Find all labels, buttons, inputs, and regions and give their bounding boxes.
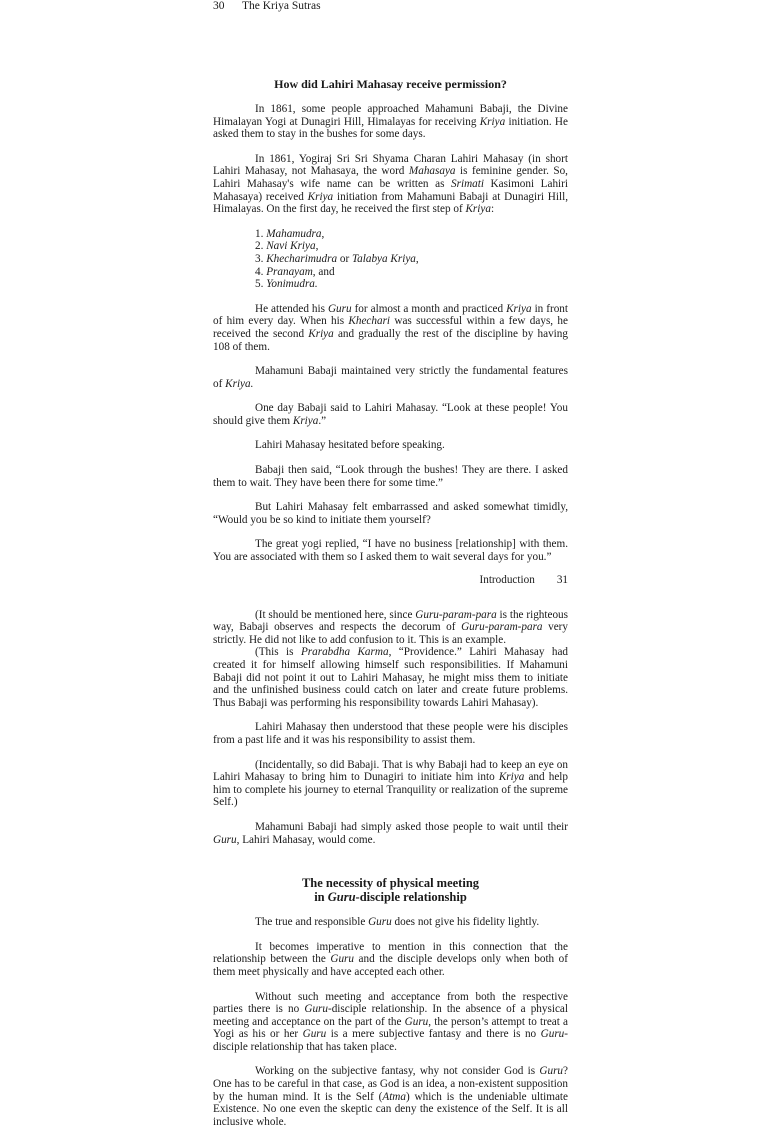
italic-term: Guru: [213, 833, 237, 846]
italic-term: Guru: [539, 1065, 564, 1078]
text-run: In 1861, Yogiraj Sri Sri Shyama Charan Lahiri Mahasay (in short Lahiri Mahasay, not Mahasaya, the word: [213, 152, 568, 178]
paragraph: [213, 991, 568, 1054]
italic-term: Guru: [304, 1003, 328, 1016]
italic-term: Kriya: [292, 414, 319, 427]
text-run: , and: [312, 265, 335, 278]
text-run: , Lahiri Mahasay, would come.: [236, 833, 376, 846]
italic-term: Pranayam: [266, 265, 313, 278]
text-run: Lahiri Mahasay hesitated before speaking.: [255, 439, 445, 452]
text-run: :: [490, 203, 495, 216]
text-run: ,: [321, 227, 325, 240]
italic-term: Guru: [368, 916, 392, 929]
italic-term: Mahasaya: [408, 165, 456, 178]
paragraph: [213, 609, 568, 647]
paragraph: [213, 759, 568, 809]
text-run: Kasimoni Lahiri Mahasaya) received: [213, 177, 568, 203]
text-run: very strictly. He did not like to add confusion to it. This is an example.: [213, 621, 568, 646]
text-run: 3.: [255, 252, 267, 265]
text-run: , “Providence.” Lahiri Mahasay had created it for himself allowing himself such responsibilities. If Mahamuni Babaji did not point it out to Lahiri Mahasay, he might miss them to initiate and the unfinished business could catch on later and create future problems. Thus Babaji was performing his responsibility towards Lahiri Mahasay).: [213, 646, 569, 709]
italic-term: Kriya: [479, 115, 506, 128]
paragraph: [213, 721, 568, 746]
text-run: Lahiri Mahasay then understood that these people were his disciples from a past life and it was his responsibility to assist them.: [213, 721, 568, 746]
section-heading-line1: The necessity of physical meeting: [301, 876, 480, 891]
italic-term: Guru: [327, 302, 352, 315]
italic-term: Srimati: [451, 177, 484, 190]
paragraph: [213, 103, 568, 141]
text-run: initiation. He asked them to stay in the bushes for some days.: [213, 115, 568, 141]
text-run: 2.: [255, 240, 267, 253]
text-run: He attended his: [255, 302, 328, 315]
italic-term: Navi Kriya: [266, 240, 316, 253]
text-run: , the person’s attempt to treat a Yogi as his or her: [213, 1015, 568, 1041]
paragraph: [213, 916, 568, 929]
text-run: (Incidentally, so did Babaji. That is why Babaji had to keep an eye on Lahiri Mahasay to bring him to Dunagiri to initiate him into: [213, 758, 568, 784]
paragraph: [213, 646, 568, 709]
italic-term: Guru: [540, 1028, 565, 1041]
document-page: [213, 0, 568, 1138]
text-run: and help him to complete his journey to eternal Tranquility or realization of the supreme Self.): [213, 771, 568, 809]
italic-term: Prarabdha Karma: [300, 646, 389, 659]
text-run: (This is: [255, 646, 301, 659]
text-run: is the righteous way, Babaji observes and respects the decorum of: [213, 608, 568, 634]
list-item: [255, 266, 568, 279]
italic-term: Yonimudra.: [266, 278, 318, 291]
text-run: or: [337, 252, 352, 265]
section-heading-line2: [213, 890, 568, 904]
paragraph: [213, 464, 568, 489]
section-title: Introduction: [479, 573, 535, 586]
text-run: One day Babaji said to Lahiri Mahasay. “Look at these people! You should give them: [213, 402, 568, 427]
list-item: [255, 278, 568, 291]
text-run: It becomes imperative to mention in this connection that the relationship between the: [213, 940, 568, 966]
text-run: .”: [318, 414, 327, 427]
text-run: is feminine gender. So, Lahiri Mahasay's wife name can be written as: [213, 165, 568, 190]
running-footer: [213, 574, 568, 587]
text-run: does not give his fidelity lightly.: [391, 916, 540, 929]
text-run: ,: [415, 252, 419, 265]
italic-term: Guru: [404, 1015, 429, 1028]
text-run: The great yogi replied, “I have no business [relationship] with them. You are associated with them so I asked them to wait several days for you.”: [213, 538, 568, 564]
italic-term: Guru: [327, 890, 356, 905]
paragraph: [213, 941, 568, 979]
text-run: for almost a month and practiced: [351, 302, 507, 315]
page-number: 30: [213, 0, 225, 12]
text-run: in: [314, 890, 328, 905]
italic-term: Kriya.: [225, 377, 254, 390]
italic-term: Talabya Kriya: [351, 252, 416, 265]
list-item: [255, 240, 568, 253]
list-item: [255, 228, 568, 241]
italic-term: Khecharimudra: [266, 252, 338, 265]
paragraph: [213, 439, 568, 452]
text-run: 1.: [255, 227, 267, 240]
text-run: -disciple relationship. In the absence of a physical meeting and acceptance on the part of the: [213, 1003, 568, 1028]
text-run: Mahamuni Babaji maintained very strictly the fundamental features of: [213, 365, 568, 390]
text-run: ) which is the undeniable ultimate Existence. No one even the skeptic can deny the existence of the Self. It is all inclusive whole.: [213, 1090, 569, 1128]
text-run: and the disciple develops only when both of them meet physically and have accepted each other.: [213, 953, 569, 978]
text-run: 5.: [255, 278, 267, 291]
text-run: The true and responsible: [255, 916, 369, 929]
italic-term: Mahamudra: [266, 227, 322, 240]
text-run: was successful within a few days, he received the second: [213, 315, 568, 340]
italic-term: Guru: [302, 1028, 327, 1041]
italic-term: Khechari: [348, 315, 391, 328]
section-heading: How did Lahiri Mahasay receive permission?: [274, 77, 507, 91]
text-run: -disciple relationship that has taken place.: [213, 1028, 568, 1053]
text-run: and gradually the rest of the discipline by having 108 of them.: [213, 327, 568, 353]
text-run: 4.: [255, 265, 267, 278]
text-run: Babaji then said, “Look through the bushes! They are there. I asked them to wait. They have been there for some time.”: [213, 464, 568, 489]
text-run: But Lahiri Mahasay felt embarrassed and asked somewhat timidly, “Would you be so kind to initiate them yourself?: [213, 501, 568, 526]
italic-term: Kriya: [498, 771, 525, 784]
text-run: Working on the subjective fantasy, why not consider God is: [255, 1065, 540, 1078]
book-title: The Kriya Sutras: [242, 0, 321, 12]
italic-term: Guru-param-para: [461, 621, 543, 634]
text-run: ,: [315, 240, 319, 253]
text-run: is a mere subjective fantasy and there is no: [326, 1028, 541, 1041]
list-item: [255, 253, 568, 266]
page-number: 31: [556, 573, 568, 586]
text-run: initiation from Mahamuni Babaji at Dunagiri Hill, Himalayas. On the first day, he received the first step of: [213, 190, 568, 216]
text-run: (It should be mentioned here, since: [255, 608, 416, 621]
paragraph: [213, 821, 568, 846]
text-run: ? One has to be careful in that case, as God is an idea, a non-existent supposition by the human mind. It is the Self (: [213, 1065, 568, 1103]
paragraph: [213, 402, 568, 427]
paragraph: [213, 538, 568, 563]
paragraph: [213, 501, 568, 526]
italic-term: Kriya: [308, 327, 334, 340]
kriya-steps-list: [213, 228, 568, 291]
italic-term: Kriya: [465, 203, 491, 216]
italic-term: Guru-param-para: [415, 608, 497, 621]
text-run: Without such meeting and acceptance from both the respective parties there is no: [213, 990, 568, 1016]
paragraph: [213, 1065, 568, 1128]
italic-term: Kriya: [506, 302, 532, 315]
italic-term: Kriya: [307, 190, 334, 203]
paragraph: [213, 153, 568, 216]
running-header: [213, 0, 568, 13]
paragraph: [213, 365, 568, 390]
italic-term: Atma: [382, 1090, 406, 1103]
text-run: -disciple relationship: [355, 890, 467, 905]
italic-term: Guru: [330, 953, 354, 966]
text-run: Mahamuni Babaji had simply asked those people to wait until their: [255, 820, 568, 833]
text-run: In 1861, some people approached Mahamuni Babaji, the Divine Himalayan Yogi at Dunagiri Hill, Himalayas for receiving: [213, 103, 568, 128]
paragraph: [213, 303, 568, 353]
text-run: in front of him every day. When his: [213, 302, 569, 328]
